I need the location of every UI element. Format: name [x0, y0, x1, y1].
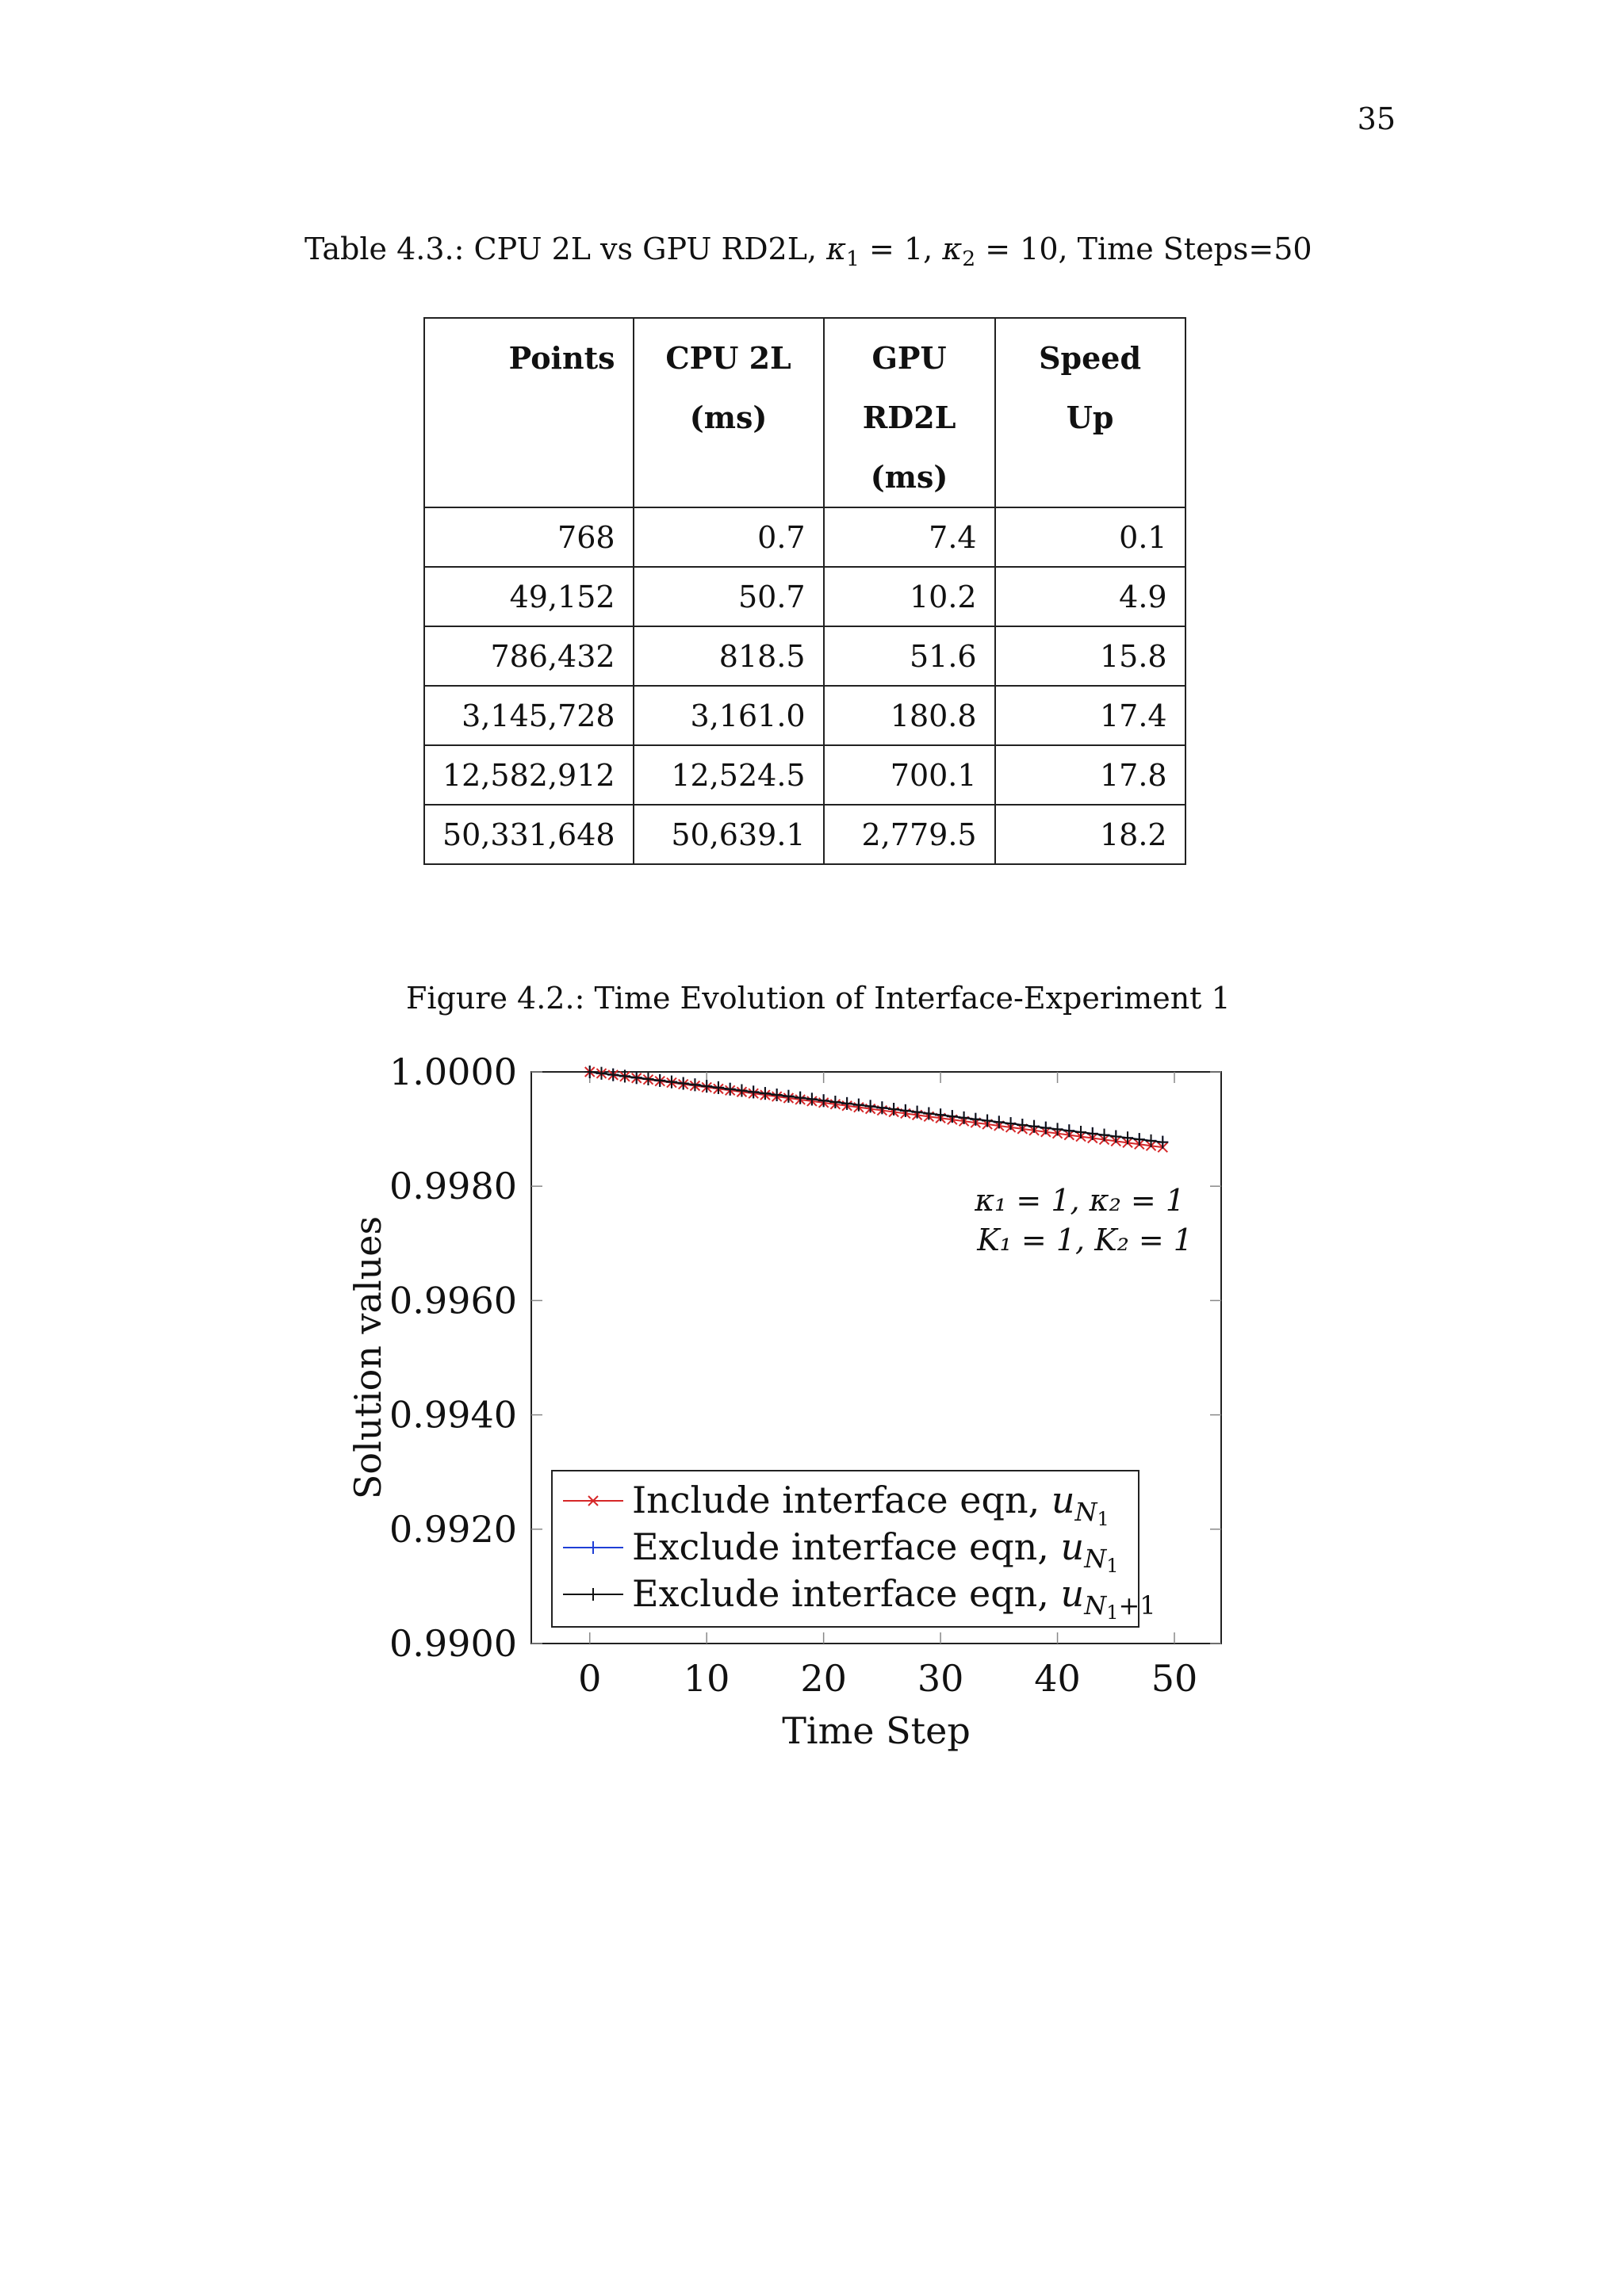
x-tick-label: 10: [683, 1657, 730, 1700]
x-tick-label: 30: [917, 1657, 964, 1700]
plus-marker: [806, 1093, 818, 1105]
plus-marker: [841, 1097, 852, 1110]
plus-marker: [888, 1103, 899, 1115]
plus-marker: [853, 1099, 864, 1112]
plus-marker: [865, 1100, 876, 1112]
cell-cpu-ms: 12,524.5: [634, 745, 824, 805]
header-speed-up: Speed Up: [995, 318, 1185, 507]
header-gpu-rd2l: GPU RD2L (ms): [824, 318, 995, 507]
plus-marker: [912, 1106, 923, 1119]
cell-points: 768: [424, 507, 634, 567]
plus-marker: [923, 1107, 934, 1119]
x-tick-label: 20: [800, 1657, 847, 1700]
cell-cpu-ms: 3,161.0: [634, 686, 824, 745]
annotation-k: K₁ = 1, K₂ = 1: [977, 1223, 1193, 1257]
annotation-kappa: κ₁ = 1, κ₂ = 1: [975, 1183, 1185, 1218]
cell-cpu-ms: 818.5: [634, 626, 824, 686]
plus-marker: [795, 1092, 806, 1104]
plus-marker: [876, 1101, 887, 1114]
cell-gpu-ms: 2,779.5: [824, 805, 995, 864]
y-tick-label: 1.0000: [389, 1050, 517, 1093]
cell-gpu-ms: 51.6: [824, 626, 995, 686]
cell-cpu-ms: 0.7: [634, 507, 824, 567]
y-tick-label: 0.9960: [389, 1279, 517, 1322]
chart-axes: [347, 1050, 1221, 1752]
y-tick-label: 0.9920: [389, 1507, 517, 1551]
plus-marker: [829, 1096, 841, 1108]
cell-gpu-ms: 7.4: [824, 507, 995, 567]
legend-label: Exclude interface eqn, $u_N1+1$: [632, 1572, 1156, 1624]
cell-cpu-ms: 50,639.1: [634, 805, 824, 864]
plus-marker: [772, 1089, 783, 1101]
plus-marker: [900, 1104, 911, 1117]
chart-annotation: [974, 1183, 1193, 1257]
x-tick-label: 0: [578, 1657, 602, 1700]
cell-gpu-ms: 700.1: [824, 745, 995, 805]
cell-speed-up: 4.9: [995, 567, 1185, 626]
y-tick-label: 0.9940: [389, 1393, 517, 1437]
header-points: Points: [424, 318, 634, 507]
cell-cpu-ms: 50.7: [634, 567, 824, 626]
cell-speed-up: 17.8: [995, 745, 1185, 805]
plus-marker: [818, 1094, 829, 1107]
page-number: 35: [1357, 101, 1396, 136]
legend-label: Include interface eqn, $u_N1$: [632, 1479, 1109, 1530]
cell-points: 49,152: [424, 567, 634, 626]
legend-label: Exclude interface eqn, $u_N1$: [632, 1525, 1119, 1577]
y-axis-label: Solution values: [347, 1215, 389, 1500]
cell-points: 12,582,912: [424, 745, 634, 805]
cell-speed-up: 15.8: [995, 626, 1185, 686]
table-caption: Table 4.3.: CPU 2L vs GPU RD2L, $\kappa_1 = 1$, $\kappa_2 = 10$, Time Steps=50: [304, 232, 1312, 271]
cell-speed-up: 0.1: [995, 507, 1185, 567]
x-axis-label: Time Step: [782, 1709, 971, 1752]
x-tick-label: 50: [1151, 1657, 1198, 1700]
cell-points: 50,331,648: [424, 805, 634, 864]
header-cpu-2l: CPU 2L (ms): [634, 318, 824, 507]
cell-speed-up: 18.2: [995, 805, 1185, 864]
cell-points: 3,145,728: [424, 686, 634, 745]
cell-speed-up: 17.4: [995, 686, 1185, 745]
chart-series: [584, 1066, 1169, 1152]
chart-legend: [552, 1471, 1156, 1627]
cell-gpu-ms: 180.8: [824, 686, 995, 745]
x-tick-label: 40: [1034, 1657, 1081, 1700]
cell-points: 786,432: [424, 626, 634, 686]
plus-marker: [783, 1090, 794, 1103]
series-3: [584, 1066, 1169, 1149]
figure-caption: Figure 4.2.: Time Evolution of Interface-Experiment 1: [406, 981, 1231, 1016]
y-tick-label: 0.9900: [389, 1622, 517, 1665]
y-tick-label: 0.9980: [389, 1165, 517, 1208]
cell-gpu-ms: 10.2: [824, 567, 995, 626]
